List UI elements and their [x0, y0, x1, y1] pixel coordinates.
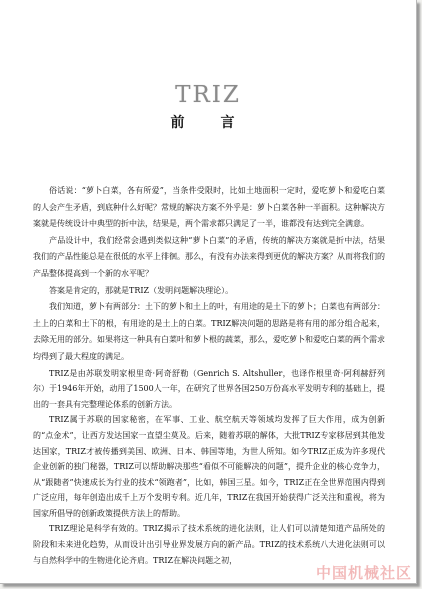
paragraph: 答案是肯定的，那就是TRIZ（发明问题解决理论）。 — [49, 285, 234, 295]
preface-body — [33, 183, 385, 568]
watermark-text: 中国机械社区 — [315, 564, 412, 582]
paragraph: 我们知道，萝卜有两部分：土下的萝卜和土上的叶，有用途的是土下的萝卜；白菜也有两部分：土上的白菜和土下的根，有用途的是土上的白菜。TRIZ解决问题的思路是将有用的部分组合起来，去除无用的部分。如果将这一种具有白菜叶和萝卜根的蔬菜，那么，爱吃萝卜和爱吃白菜的两个需求均得到了最大程度的满足。 — [33, 302, 385, 361]
page-title: 前 言 — [170, 115, 246, 131]
paragraph: 俗话说：“萝卜白菜，各有所爱”，当条件受限时，比如土地面积一定时，爱吃萝卜和爱吃白菜的人会产生矛盾，到底种什么好呢？常规的解决方案不外乎是：萝卜白菜各种一半面积。这种解决方案就是传统设计中典型的折中法，结果是，两个需求都只满足了一半，谁都没有达到完全满意。 — [33, 186, 385, 229]
triz-logo: TRIZ — [175, 82, 241, 108]
paragraph: TRIZ理论是科学有效的。TRIZ揭示了技术系统的进化法则，让人们可以清楚知道产品所处的阶段和未来进化趋势，从而设计出引导业界发展方向的新产品。TRIZ的技术系统八大进化法则可以与自然科学中的生物进化论齐肩。TRIZ在解决问题之初， — [33, 524, 385, 565]
page-header — [0, 82, 416, 132]
paragraph: 产品设计中，我们经常会遇到类似这种“萝卜白菜”的矛盾，传统的解决方案就是折中法，结果我们的产品性能总是在很低的水平上徘徊。那么，有没有办法来得到更优的解决方案？从而将我们的产品整体提高到一个新的水平呢？ — [33, 235, 385, 278]
paragraph: TRIZ属于苏联的国家秘密，在军事、工业、航空航天等领域均发挥了巨大作用，成为创新的“点金术”，让西方发达国家一直望尘莫及。后来，随着苏联的解体，大批TRIZ专家移居到其他发达国家，TRIZ才被传播到美国、欧洲、日本、韩国等地，为世人所知。如今TRIZ正成为许多现代企业创新的独门秘器，TRIZ可以帮助解决那些“看似不可能解决的问题”，提升企业的核心竞争力，从“跟随者”快速成长为行业的技术“领跑者”，比如，韩国三星。如今，TRIZ正在全世界范围内得到广泛应用，每年创造出成千上万个发明专利。近几年，TRIZ在我国开始获得广泛关注和重视，将为国家所倡导的创新政策提供方法上的帮助。 — [33, 415, 385, 518]
paragraph: TRIZ是由苏联发明家根里奇·阿奇舒勒（Genrich S. Altshuller，也译作根里奇·阿利赫舒列尔）于1946年开始，动用了1500人一年，在研究了世界各国250万份高水平发明专利的基础上，提出的一套具有完整理论体系的创新方法。 — [33, 368, 385, 409]
